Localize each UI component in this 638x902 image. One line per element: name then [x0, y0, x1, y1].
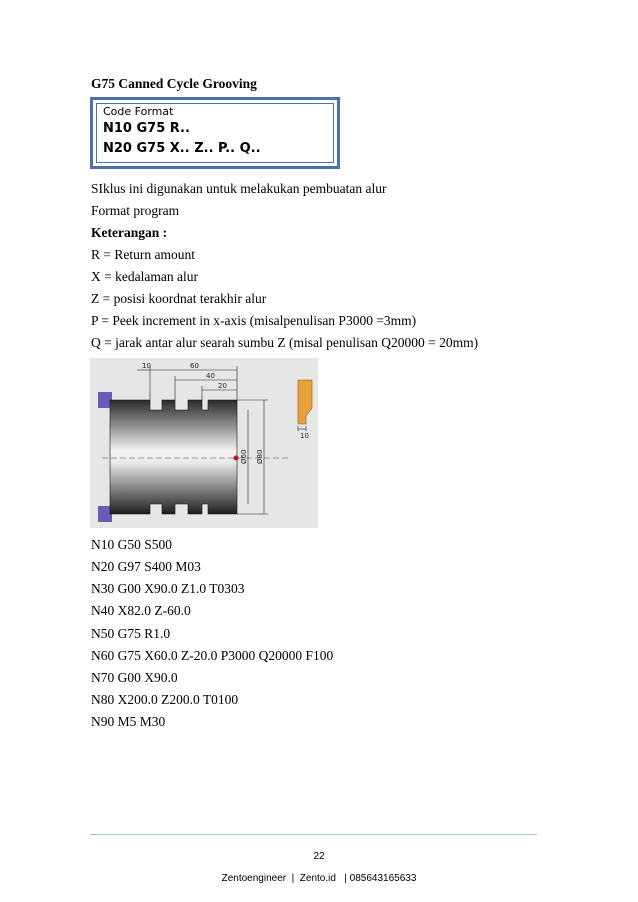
definition-z: Z = posisi koordnat terakhir alur: [91, 291, 267, 306]
program-line: N70 G00 X90.0: [91, 670, 178, 685]
format-program-text: Format program: [91, 203, 180, 218]
dim-label-diameter-80: Ø80: [256, 449, 264, 464]
code-format-label: Code Format: [103, 105, 174, 118]
grooving-diagram: [90, 358, 318, 528]
section-heading: G75 Canned Cycle Grooving: [91, 76, 257, 91]
program-line: N80 X200.0 Z200.0 T0100: [91, 692, 239, 707]
code-format-line: N10 G75 R..: [103, 121, 190, 136]
footer-divider: [90, 834, 537, 835]
keterangan-title: Keterangan :: [91, 225, 168, 240]
footer-text: Zentoengineer | Zento.id | 085643165633: [221, 873, 417, 884]
program-line: N30 G00 X90.0 Z1.0 T0303: [91, 581, 245, 596]
program-line: N40 X82.0 Z-60.0: [91, 603, 191, 618]
workpiece: [110, 400, 237, 514]
program-line: N90 M5 M30: [91, 714, 166, 729]
program-line: N20 G97 S400 M03: [91, 559, 201, 574]
code-format-box: [90, 97, 340, 169]
program-line: N50 G75 R1.0: [91, 626, 171, 641]
dim-label-diameter-60: Ø60: [240, 449, 248, 464]
dim-label-20: 20: [218, 382, 227, 390]
origin-marker: [234, 456, 239, 461]
definition-r: R = Return amount: [91, 247, 195, 262]
description-text: SIklus ini digunakan untuk melakukan pembuatan alur: [91, 181, 387, 196]
definition-q: Q = jarak antar alur searah sumbu Z (misal penulisan Q20000 = 20mm): [91, 335, 479, 350]
code-format-line: N20 G75 X.. Z.. P.. Q..: [103, 141, 261, 156]
definition-p: P = Peek increment in x-axis (misalpenulisan P3000 =3mm): [91, 313, 417, 328]
tool-label: 10: [300, 432, 309, 440]
dim-label-60: 60: [190, 362, 199, 370]
definition-x: X = kedalaman alur: [91, 269, 198, 284]
page-number: 22: [313, 851, 325, 862]
program-line: N10 G50 S500: [91, 537, 173, 552]
dim-label-40: 40: [206, 372, 215, 380]
dim-label-10: 10: [142, 362, 151, 370]
program-line: N60 G75 X60.0 Z-20.0 P3000 Q20000 F100: [91, 648, 334, 663]
